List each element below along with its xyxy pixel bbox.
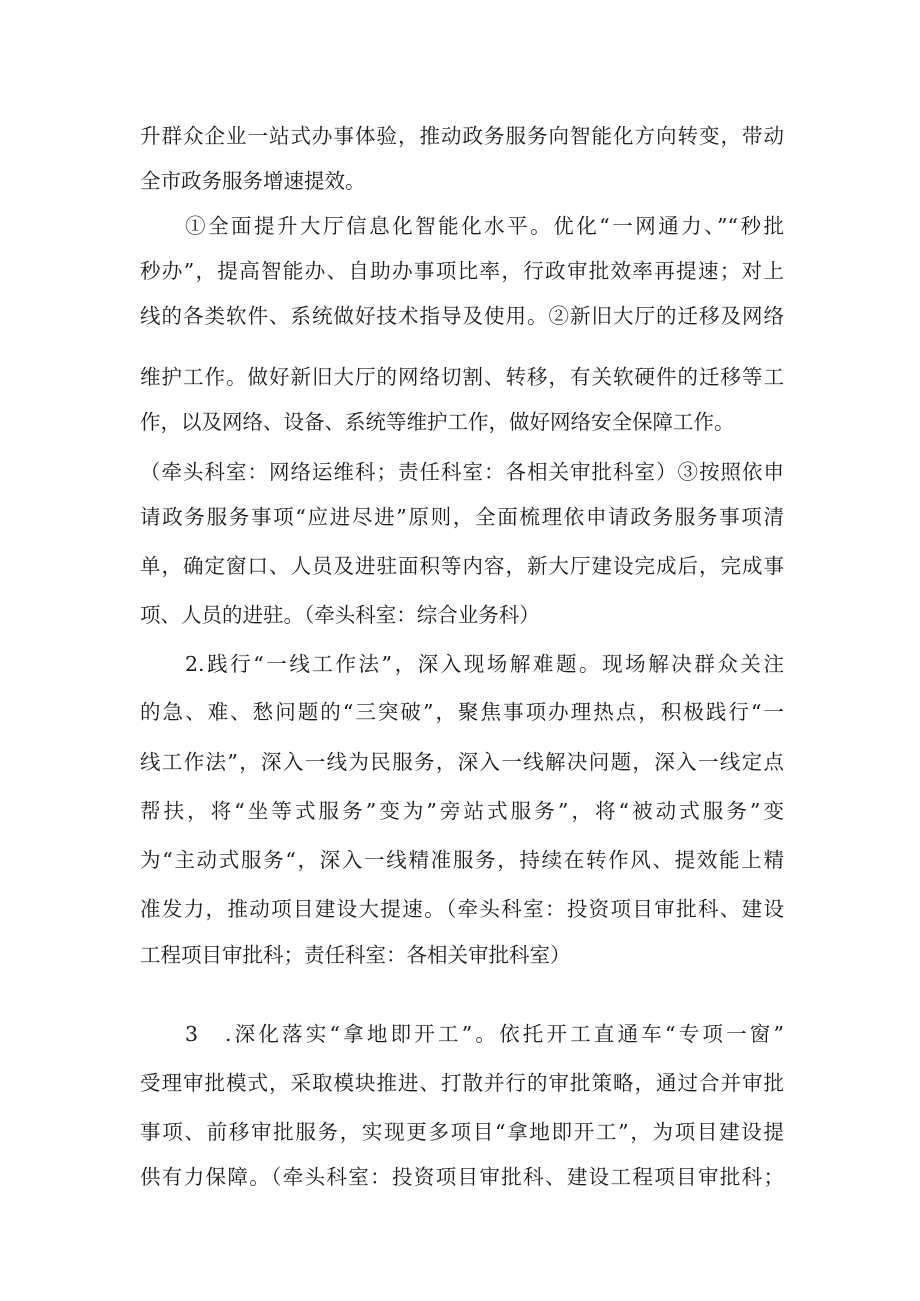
text-line: 的急、难、愁问题的“三突破”，聚焦事项办理热点，积极践行“一 bbox=[140, 700, 784, 724]
text-line: 线的各类软件、系统做好技术指导及使用。②新旧大厅的迁移及网络 bbox=[140, 304, 784, 328]
text-line: 秒办”，提高智能办、自助办事项比率，行政审批效率再提速；对上 bbox=[140, 259, 784, 283]
text-line: （牵头科室：网络运维科；责任科室：各相关审批科室）③按照依申 bbox=[140, 460, 784, 484]
text-line: 准发力，推动项目建设大提速。（牵头科室：投资项目审批科、建设 bbox=[140, 897, 784, 921]
text-line: 作，以及网络、设备、系统等维护工作，做好网络安全保障工作。 bbox=[140, 410, 735, 434]
text-line: 供有力保障。（牵头科室：投资项目审批科、建设工程项目审批科； bbox=[140, 1165, 784, 1189]
text-line: 受理审批模式，采取模块推进、打散并行的审批策略，通过合并审批 bbox=[140, 1071, 784, 1095]
text-line: 全市政务服务增速提效。 bbox=[140, 169, 366, 193]
text-line: 工程项目审批科；责任科室：各相关审批科室） bbox=[140, 943, 571, 967]
text-line: 事项、前移审批服务，实现更多项目“拿地即开工”，为项目建设提 bbox=[140, 1120, 784, 1144]
text-line: 帮扶，将“坐等式服务”变为”旁站式服务”，将“被动式服务”变 bbox=[140, 799, 784, 823]
text-line: 为“主动式服务“，深入一线精准服务，持续在转作风、提效能上精 bbox=[140, 848, 784, 872]
text-line: 升群众企业一站式办事体验，推动政务服务向智能化方向转变，带动 bbox=[140, 124, 784, 148]
text-line: 2.践行“一线工作法”，深入现场解难题。现场解决群众关注 bbox=[185, 652, 784, 676]
text-line: 维护工作。做好新旧大厅的网络切割、转移，有关软硬件的迁移等工 bbox=[140, 365, 784, 389]
text-line: 3 .深化落实“拿地即开工”。依托开工直通车“专项一窗” bbox=[185, 1022, 784, 1046]
text-line: 请政务服务事项“应进尽进”原则，全面梳理依申请政务服务事项清 bbox=[140, 505, 784, 529]
text-line: 单，确定窗口、人员及进驻面积等内容，新大厅建设完成后，完成事 bbox=[140, 554, 784, 578]
text-line: ①全面提升大厅信息化智能化水平。优化“一网通力、”“秒批 bbox=[185, 214, 784, 238]
text-line: 线工作法”，深入一线为民服务，深入一线解决问题，深入一线定点 bbox=[140, 750, 784, 774]
text-line: 项、人员的进驻。（牵头科室：综合业务科） bbox=[140, 603, 540, 627]
